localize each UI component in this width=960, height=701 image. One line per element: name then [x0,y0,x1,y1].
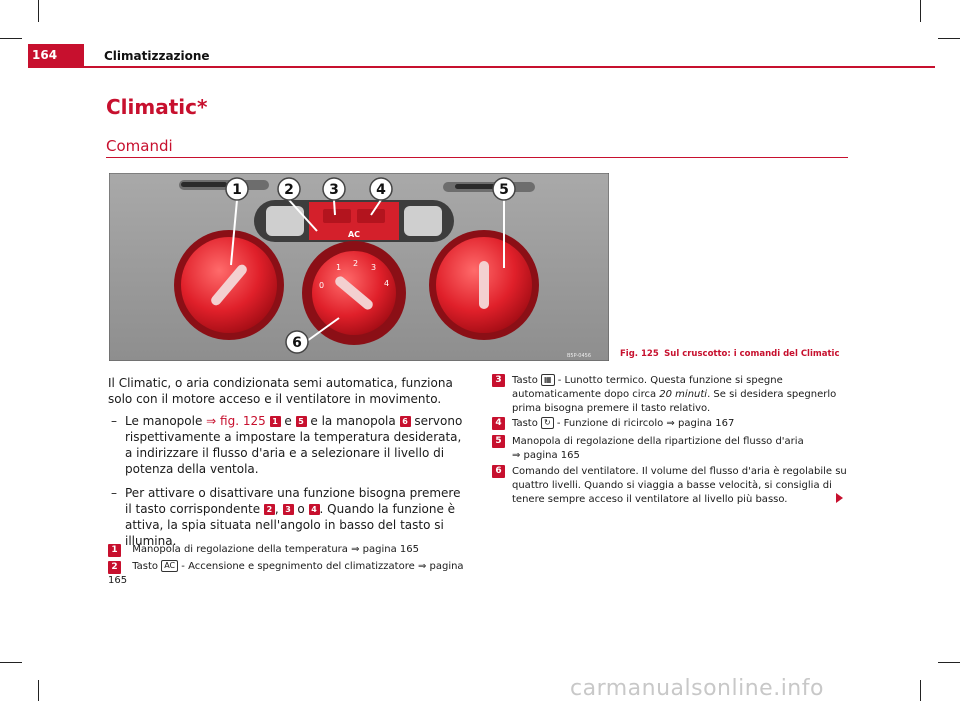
legend-tag: 2 [108,561,121,574]
fan-level-label: 4 [384,279,390,288]
subsection-title: Comandi [106,137,173,155]
rear-defrost-icon: ▦ [541,374,555,386]
figure-reference-link[interactable]: ⇒ fig. 125 [206,414,266,428]
ac-label: AC [347,230,361,239]
subsection-rule [106,157,848,158]
svg-text:1: 1 [232,182,242,198]
legend-tag: 3 [492,374,505,387]
bullet-buttons: – Per attivare o disattivare una funzione bisogna premere il tasto corrispondente 2 , 3 o 4 . Quando la funzione è attiva, la spia situata nell'angolo in basso del tasto si illumina. [111,486,461,548]
fan-level-label: 1 [336,263,342,272]
svg-text:3: 3 [329,182,339,198]
svg-text:6: 6 [292,335,302,351]
svg-text:4: 4 [376,182,386,198]
intro-paragraph: Il Climatic, o aria condizionata semi automatica, funziona solo con il motore acceso e il ventilatore in movimento. [108,376,453,406]
figure-caption-label: Fig. 125 [620,349,659,359]
fan-speed-knob [302,241,406,345]
ref-tag-5: 5 [296,416,307,427]
air-distribution-knob [429,230,539,340]
fan-level-label: 2 [353,259,359,268]
callout-1 [226,178,248,200]
ref-tag-2: 2 [264,504,275,515]
header-rule [28,66,935,68]
fan-level-label: 0 [319,281,325,290]
legend-tag: 5 [492,435,505,448]
legend-item: 1 Manopola di regolazione della temperatura ⇒ pagina 165 [108,543,468,557]
bullet-knobs: – Le manopole ⇒ fig. 125 1 e 5 e la manopola 6 servono rispettivamente a impostare la temperatura desiderata, a indirizzare il flusso d'aria e a selezionare il livello di potenza della ventola. [111,414,463,476]
figure-code: B5P-0456 [566,353,592,359]
rear-defrost-button [323,209,351,223]
continue-arrow-icon [836,493,843,503]
seat-heater-right-button [404,206,442,236]
ref-tag-1: 1 [270,416,281,427]
climatic-controls-figure [109,173,609,361]
figure-caption-text: Sul cruscotto: i comandi del Climatic [664,349,840,359]
crop-mark [920,680,921,701]
crop-mark [38,680,39,701]
recirculation-icon: ↻ [541,417,554,429]
ref-tag-6: 6 [400,416,411,427]
legend-tag: 1 [108,544,121,557]
chapter-title: Climatizzazione [104,49,210,63]
svg-text:2: 2 [284,182,294,198]
legend-item: 2 Tasto AC - Accensione e spegnimento del climatizzatore ⇒ pagina 165 [108,561,464,586]
legend-item: 4 Tasto ↻ - Funzione di ricircolo ⇒ pagina 167 [492,417,850,431]
crop-mark [0,662,22,663]
figure-caption [620,349,840,359]
recirculation-button [357,209,385,223]
crop-mark [938,38,960,39]
callout-3 [323,178,345,200]
temperature-knob [174,230,284,340]
ref-tag-3: 3 [283,504,294,515]
legend-item: 6 Comando del ventilatore. Il volume del flusso d'aria è regolabile su quattro livelli. Quando si viaggia a basse velocità, si consiglia di tenere sempre acceso il ventilatore al livello più basso. [492,465,850,507]
legend-tag: 6 [492,465,505,478]
legend-item: 3 Tasto ▦ - Lunotto termico. Questa funzione si spegne automaticamente dopo circa 20 minuti. Se si desidera spegnerlo prima bisogna premere il tasto relativo. [492,374,850,416]
page-number: 164 [28,44,84,66]
ref-tag-4: 4 [309,504,320,515]
callout-6 [286,331,308,353]
crop-mark [938,662,960,663]
svg-text:5: 5 [499,182,509,198]
callout-4 [370,178,392,200]
legend-item: 5 Manopola di regolazione della ripartizione del flusso d'aria ⇒ pagina 165 [492,435,850,463]
fan-level-label: 3 [371,263,377,272]
crop-mark [0,38,22,39]
watermark: carmanualsonline.info [570,676,824,701]
legend-tag: 4 [492,417,505,430]
section-title: Climatic* [106,95,208,119]
callout-5 [493,178,515,200]
callout-2 [278,178,300,200]
ac-key-icon: AC [161,560,178,572]
crop-mark [38,0,39,22]
crop-mark [920,0,921,22]
